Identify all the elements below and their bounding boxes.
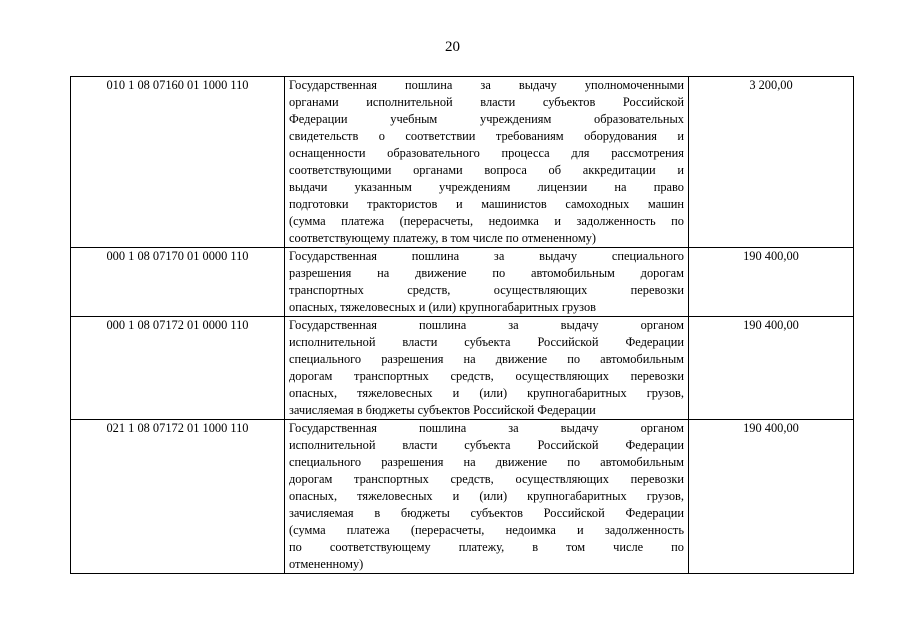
description-line: подготовки трактористов и машинистов самоходных машин [289,197,684,211]
description-line: соответствующими органами вопроса об аккредитации и [289,163,684,177]
budget-code-cell: 000 1 08 07172 01 0000 110 [71,317,285,420]
description-line: зачисляемая в бюджеты субъектов Российской Федерации [289,506,684,520]
description-line: транспортных средств, осуществляющих перевозки [289,283,684,297]
description-line: Государственная пошлина за выдачу органом [289,318,684,332]
budget-classification-table [70,76,854,574]
description-line: (сумма платежа (перерасчеты, недоимка и задолженность [289,523,684,537]
description-cell [285,248,689,317]
description-line: Государственная пошлина за выдачу органом [289,421,684,435]
table-row [71,248,854,317]
amount-cell: 3 200,00 [689,77,854,248]
amount-cell: 190 400,00 [689,248,854,317]
table-row [71,77,854,248]
description-cell [285,77,689,248]
budget-code-cell: 000 1 08 07170 01 0000 110 [71,248,285,317]
description-line: свидетельств о соответствии требованиям оборудования и [289,129,684,143]
description-line: разрешения на движение по автомобильным дорогам [289,266,684,280]
description-line: по соответствующему платежу, в том числе по [289,540,684,554]
table-row [71,317,854,420]
description-line: Государственная пошлина за выдачу уполномоченными [289,78,684,92]
amount-cell: 190 400,00 [689,317,854,420]
description-line: отмененному) [289,557,364,571]
page-number: 20 [445,39,460,55]
description-line: специального разрешения на движение по автомобильным [289,352,684,366]
table-row [71,420,854,574]
description-line: опасных, тяжеловесных и (или) крупногабаритных грузов [289,300,597,314]
budget-code-cell: 010 1 08 07160 01 1000 110 [71,77,285,248]
table-body [71,77,854,574]
description-line: (сумма платежа (перерасчеты, недоимка и задолженность по [289,214,684,228]
description-line: соответствующему платежу, в том числе по отмененному) [289,231,597,245]
description-line: выдачи указанным учреждениям лицензии на право [289,180,684,194]
description-line: Государственная пошлина за выдачу специального [289,249,684,263]
description-line: исполнительной власти субъекта Российской Федерации [289,438,684,452]
description-line: зачисляемая в бюджеты субъектов Российской Федерации [289,403,596,417]
description-line: специального разрешения на движение по автомобильным [289,455,684,469]
description-line: опасных, тяжеловесных и (или) крупногабаритных грузов, [289,489,684,503]
description-line: органами исполнительной власти субъектов Российской [289,95,684,109]
description-line: дорогам транспортных средств, осуществляющих перевозки [289,369,684,383]
description-cell [285,420,689,574]
description-line: исполнительной власти субъекта Российской Федерации [289,335,684,349]
amount-cell: 190 400,00 [689,420,854,574]
budget-code-cell: 021 1 08 07172 01 1000 110 [71,420,285,574]
description-line: Федерации учебным учреждениям образовательных [289,112,684,126]
description-cell [285,317,689,420]
description-line: опасных, тяжеловесных и (или) крупногабаритных грузов, [289,386,684,400]
description-line: оснащенности образовательного процесса для рассмотрения [289,146,684,160]
description-line: дорогам транспортных средств, осуществляющих перевозки [289,472,684,486]
